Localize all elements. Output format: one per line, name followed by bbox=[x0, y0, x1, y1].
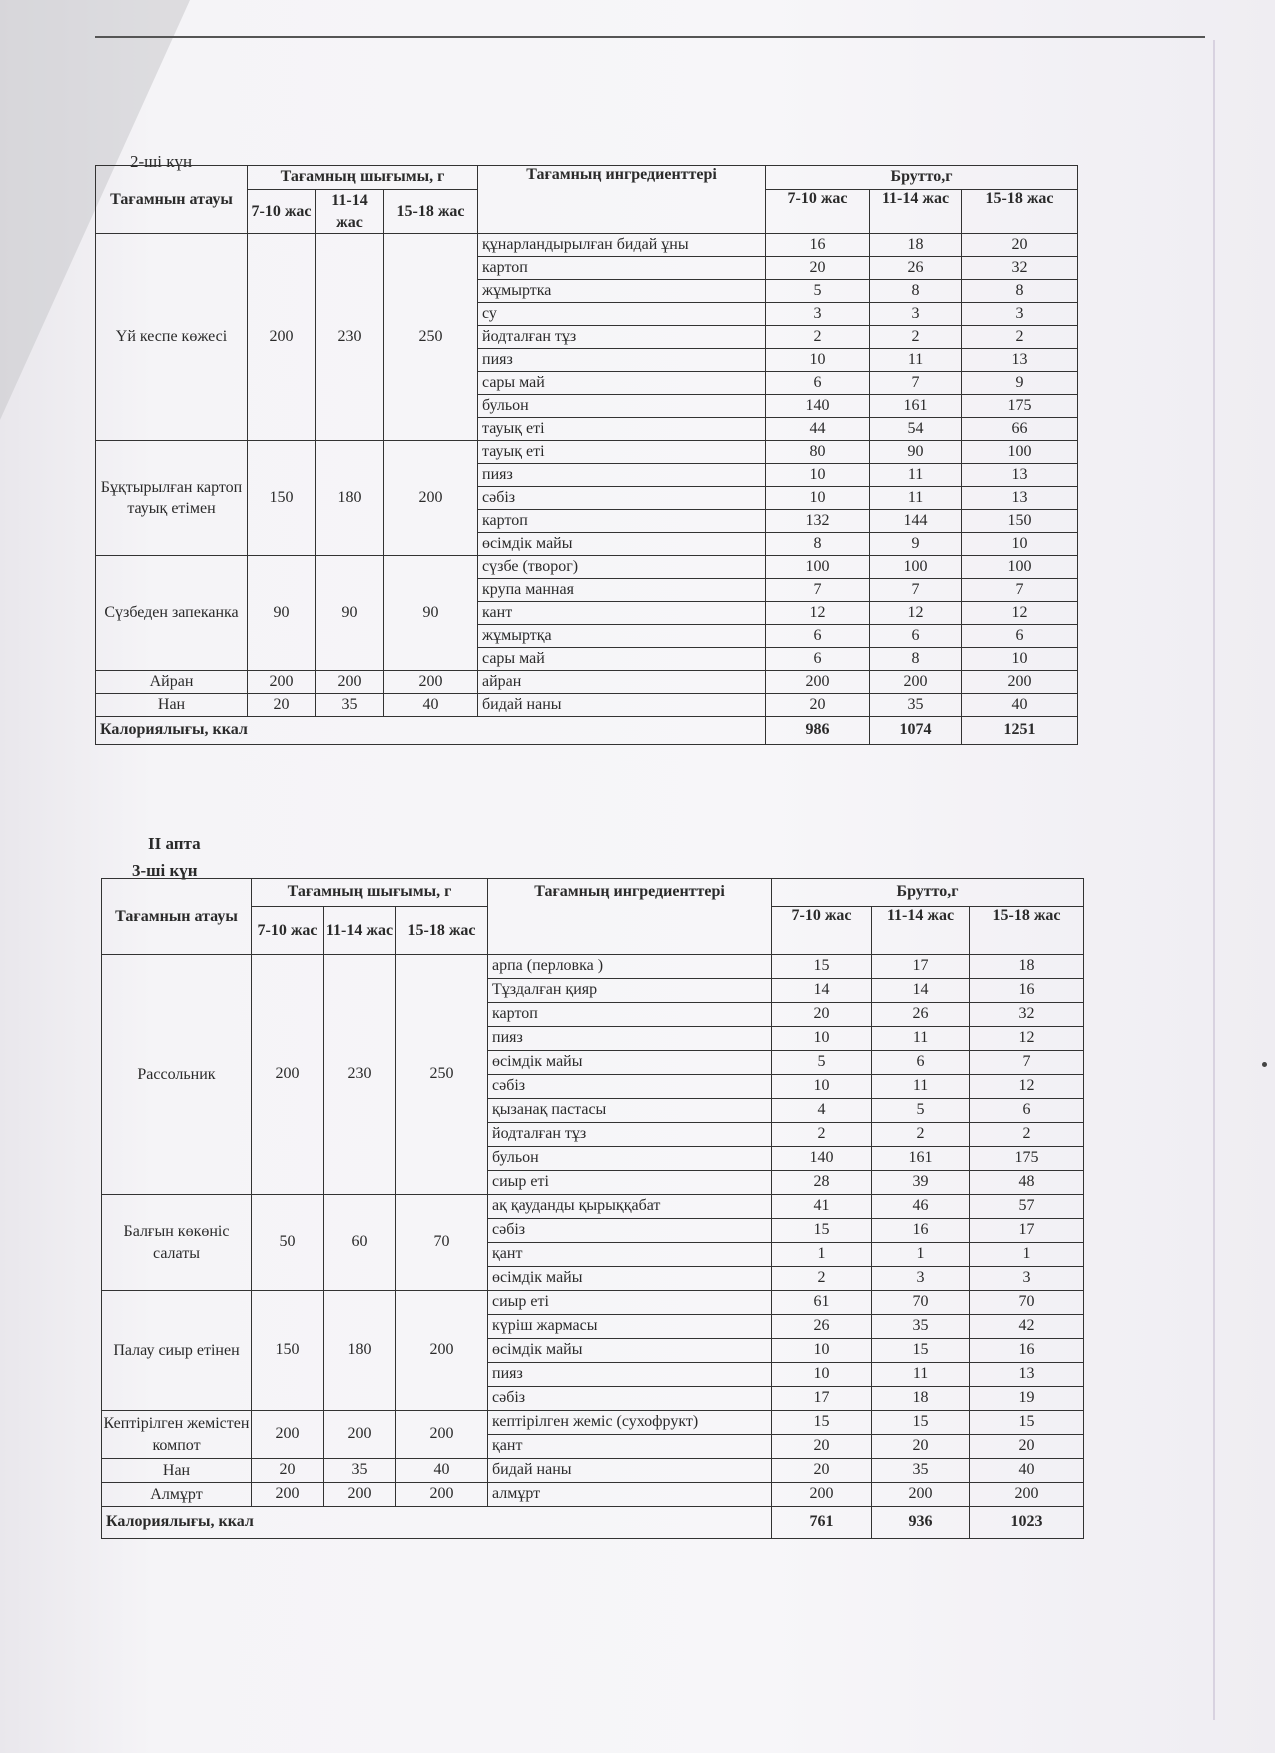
brutto-value: 8 bbox=[766, 533, 870, 556]
ingredient-name: пияз bbox=[478, 349, 766, 372]
brutto-value: 200 bbox=[772, 1483, 872, 1507]
yield-value: 200 bbox=[396, 1411, 488, 1459]
table-row bbox=[96, 671, 1078, 694]
ingredient-name: картоп bbox=[488, 1003, 772, 1027]
brutto-value: 15 bbox=[872, 1339, 970, 1363]
brutto-value: 90 bbox=[870, 441, 962, 464]
brutto-value: 6 bbox=[962, 625, 1078, 648]
brutto-value: 16 bbox=[766, 234, 870, 257]
brutto-value: 200 bbox=[766, 671, 870, 694]
brutto-value: 6 bbox=[766, 625, 870, 648]
brutto-value: 1 bbox=[872, 1243, 970, 1267]
table-row bbox=[102, 1195, 1084, 1219]
yield-value: 200 bbox=[384, 671, 478, 694]
brutto-value: 3 bbox=[962, 303, 1078, 326]
brutto-value: 20 bbox=[766, 694, 870, 717]
table-row bbox=[96, 694, 1078, 717]
brutto-value: 12 bbox=[970, 1075, 1084, 1099]
yield-value: 35 bbox=[324, 1459, 396, 1483]
yield-value: 230 bbox=[324, 955, 396, 1195]
dish-name: Рассольник bbox=[102, 955, 252, 1195]
brutto-value: 15 bbox=[772, 955, 872, 979]
calories-value: 1023 bbox=[970, 1507, 1084, 1539]
menu-table-day3 bbox=[101, 878, 1084, 1539]
brutto-value: 8 bbox=[962, 280, 1078, 303]
brutto-value: 6 bbox=[766, 648, 870, 671]
brutto-value: 4 bbox=[772, 1099, 872, 1123]
ingredient-name: кант bbox=[478, 602, 766, 625]
brutto-value: 14 bbox=[772, 979, 872, 1003]
table-row bbox=[96, 441, 1078, 464]
brutto-value: 16 bbox=[872, 1219, 970, 1243]
brutto-value: 7 bbox=[962, 579, 1078, 602]
brutto-value: 6 bbox=[872, 1051, 970, 1075]
brutto-value: 35 bbox=[870, 694, 962, 717]
brutto-value: 54 bbox=[870, 418, 962, 441]
ingredient-name: пияз bbox=[478, 464, 766, 487]
brutto-value: 9 bbox=[962, 372, 1078, 395]
brutto-value: 41 bbox=[772, 1195, 872, 1219]
yield-header: Тағамның шығымы, г bbox=[252, 879, 488, 907]
brutto-value: 44 bbox=[766, 418, 870, 441]
brutto-value: 200 bbox=[962, 671, 1078, 694]
ingredient-name: сиыр еті bbox=[488, 1171, 772, 1195]
table-row bbox=[102, 1291, 1084, 1315]
brutto-value: 20 bbox=[872, 1435, 970, 1459]
brutto-value: 100 bbox=[962, 441, 1078, 464]
ingredient-name: бидай наны bbox=[488, 1459, 772, 1483]
ingredient-name: қант bbox=[488, 1435, 772, 1459]
brutto-value: 11 bbox=[872, 1027, 970, 1051]
brutto-value: 11 bbox=[870, 464, 962, 487]
brutto-value: 10 bbox=[772, 1363, 872, 1387]
brutto-value: 26 bbox=[872, 1003, 970, 1027]
yield-value: 200 bbox=[248, 671, 316, 694]
brutto-value: 6 bbox=[870, 625, 962, 648]
brutto-value: 15 bbox=[970, 1411, 1084, 1435]
brutto-age-header: 11-14 жас bbox=[872, 907, 970, 955]
ingredient-name: өсімдік майы bbox=[488, 1339, 772, 1363]
calories-value: 936 bbox=[872, 1507, 970, 1539]
brutto-value: 132 bbox=[766, 510, 870, 533]
ingredient-name: қант bbox=[488, 1243, 772, 1267]
ingredient-name: сары май bbox=[478, 372, 766, 395]
brutto-value: 2 bbox=[870, 326, 962, 349]
brutto-value: 11 bbox=[872, 1075, 970, 1099]
ingredient-name: сәбіз bbox=[488, 1387, 772, 1411]
brutto-value: 18 bbox=[872, 1387, 970, 1411]
dish-name: Палау сиыр етінен bbox=[102, 1291, 252, 1411]
menu-table-day2 bbox=[95, 165, 1078, 745]
brutto-value: 12 bbox=[766, 602, 870, 625]
yield-value: 180 bbox=[316, 441, 384, 556]
brutto-value: 5 bbox=[872, 1099, 970, 1123]
ingredient-name: сәбіз bbox=[478, 487, 766, 510]
dish-name-header: Тағамнын атауы bbox=[96, 166, 248, 234]
brutto-value: 5 bbox=[772, 1051, 872, 1075]
yield-age-header: 7-10 жас bbox=[252, 907, 324, 955]
ingredient-name: картоп bbox=[478, 510, 766, 533]
ingredient-name: өсімдік майы bbox=[488, 1267, 772, 1291]
dish-name: Бұқтырылған картоп тауық етімен bbox=[96, 441, 248, 556]
brutto-value: 200 bbox=[872, 1483, 970, 1507]
brutto-value: 15 bbox=[872, 1411, 970, 1435]
brutto-age-header: 7-10 жас bbox=[766, 190, 870, 234]
ingredient-name: бидай наны bbox=[478, 694, 766, 717]
brutto-value: 10 bbox=[962, 648, 1078, 671]
brutto-value: 19 bbox=[970, 1387, 1084, 1411]
yield-value: 150 bbox=[252, 1291, 324, 1411]
dish-name: Айран bbox=[96, 671, 248, 694]
brutto-value: 40 bbox=[962, 694, 1078, 717]
brutto-value: 10 bbox=[766, 464, 870, 487]
ingredient-name: тауық еті bbox=[478, 418, 766, 441]
day2-title: 2-ші күн bbox=[130, 152, 193, 171]
brutto-value: 2 bbox=[766, 326, 870, 349]
brutto-value: 100 bbox=[870, 556, 962, 579]
yield-value: 90 bbox=[248, 556, 316, 671]
brutto-value: 48 bbox=[970, 1171, 1084, 1195]
ingredient-name: күріш жармасы bbox=[488, 1315, 772, 1339]
brutto-value: 28 bbox=[772, 1171, 872, 1195]
ingredient-name: айран bbox=[478, 671, 766, 694]
yield-value: 200 bbox=[252, 955, 324, 1195]
dish-name: Нан bbox=[102, 1459, 252, 1483]
brutto-value: 7 bbox=[870, 372, 962, 395]
yield-value: 50 bbox=[252, 1195, 324, 1291]
yield-value: 200 bbox=[324, 1483, 396, 1507]
brutto-value: 3 bbox=[870, 303, 962, 326]
brutto-value: 1 bbox=[970, 1243, 1084, 1267]
yield-value: 60 bbox=[324, 1195, 396, 1291]
brutto-value: 40 bbox=[970, 1459, 1084, 1483]
yield-age-header: 15-18 жас bbox=[396, 907, 488, 955]
table-row bbox=[102, 1483, 1084, 1507]
yield-value: 90 bbox=[316, 556, 384, 671]
brutto-value: 13 bbox=[970, 1363, 1084, 1387]
brutto-value: 18 bbox=[870, 234, 962, 257]
brutto-value: 1 bbox=[772, 1243, 872, 1267]
ingredient-name: арпа (перловка ) bbox=[488, 955, 772, 979]
ingredient-name: жұмыртқа bbox=[478, 625, 766, 648]
day3-title: 3-ші күн bbox=[132, 861, 198, 880]
brutto-value: 10 bbox=[962, 533, 1078, 556]
brutto-value: 26 bbox=[870, 257, 962, 280]
yield-age-header: 11-14 жас bbox=[316, 190, 384, 234]
brutto-value: 2 bbox=[772, 1123, 872, 1147]
ingredients-header: Тағамның ингредиенттері bbox=[488, 879, 772, 955]
brutto-value: 11 bbox=[870, 487, 962, 510]
table-row bbox=[102, 1459, 1084, 1483]
brutto-value: 13 bbox=[962, 349, 1078, 372]
dish-name: Алмұрт bbox=[102, 1483, 252, 1507]
brutto-value: 35 bbox=[872, 1459, 970, 1483]
brutto-value: 20 bbox=[766, 257, 870, 280]
brutto-value: 20 bbox=[962, 234, 1078, 257]
ingredient-name: құнарландырылған бидай ұны bbox=[478, 234, 766, 257]
yield-value: 200 bbox=[248, 234, 316, 441]
ingredient-name: йодталған тұз bbox=[478, 326, 766, 349]
brutto-value: 175 bbox=[970, 1147, 1084, 1171]
brutto-value: 2 bbox=[970, 1123, 1084, 1147]
dish-name: Сүзбеден запеканка bbox=[96, 556, 248, 671]
yield-value: 200 bbox=[384, 441, 478, 556]
brutto-value: 8 bbox=[870, 648, 962, 671]
brutto-value: 10 bbox=[772, 1027, 872, 1051]
brutto-value: 3 bbox=[766, 303, 870, 326]
ingredient-name: сәбіз bbox=[488, 1075, 772, 1099]
brutto-value: 20 bbox=[970, 1435, 1084, 1459]
brutto-age-header: 15-18 жас bbox=[970, 907, 1084, 955]
yield-value: 20 bbox=[248, 694, 316, 717]
brutto-value: 6 bbox=[766, 372, 870, 395]
brutto-value: 2 bbox=[872, 1123, 970, 1147]
ingredient-name: сиыр еті bbox=[488, 1291, 772, 1315]
calories-label: Калориялығы, ккал bbox=[102, 1507, 772, 1539]
brutto-value: 2 bbox=[962, 326, 1078, 349]
brutto-header: Брутто,г bbox=[772, 879, 1084, 907]
table-row bbox=[96, 556, 1078, 579]
yield-age-header: 15-18 жас bbox=[384, 190, 478, 234]
brutto-value: 150 bbox=[962, 510, 1078, 533]
yield-value: 200 bbox=[316, 671, 384, 694]
brutto-value: 200 bbox=[970, 1483, 1084, 1507]
brutto-value: 140 bbox=[766, 395, 870, 418]
brutto-age-header: 7-10 жас bbox=[772, 907, 872, 955]
brutto-value: 12 bbox=[962, 602, 1078, 625]
brutto-value: 200 bbox=[870, 671, 962, 694]
brutto-value: 161 bbox=[872, 1147, 970, 1171]
brutto-value: 61 bbox=[772, 1291, 872, 1315]
brutto-value: 5 bbox=[766, 280, 870, 303]
calories-value: 1251 bbox=[962, 717, 1078, 745]
brutto-value: 13 bbox=[962, 464, 1078, 487]
yield-value: 230 bbox=[316, 234, 384, 441]
dish-name: Балғын көкөніс салаты bbox=[102, 1195, 252, 1291]
ingredient-name: кептірілген жеміс (сухофрукт) bbox=[488, 1411, 772, 1435]
brutto-value: 32 bbox=[962, 257, 1078, 280]
dish-name: Кептірілген жемістен компот bbox=[102, 1411, 252, 1459]
dish-name-header: Тағамнын атауы bbox=[102, 879, 252, 955]
brutto-value: 35 bbox=[872, 1315, 970, 1339]
ingredient-name: жұмыртка bbox=[478, 280, 766, 303]
brutto-value: 18 bbox=[970, 955, 1084, 979]
ingredient-name: өсімдік майы bbox=[488, 1051, 772, 1075]
brutto-value: 3 bbox=[872, 1267, 970, 1291]
yield-value: 90 bbox=[384, 556, 478, 671]
dish-name: Нан bbox=[96, 694, 248, 717]
brutto-value: 13 bbox=[962, 487, 1078, 510]
margin-dot bbox=[1262, 1062, 1267, 1067]
brutto-value: 17 bbox=[772, 1387, 872, 1411]
brutto-value: 2 bbox=[772, 1267, 872, 1291]
table-row bbox=[96, 234, 1078, 257]
brutto-value: 16 bbox=[970, 1339, 1084, 1363]
brutto-value: 140 bbox=[772, 1147, 872, 1171]
dish-name: Үй кеспе көжесі bbox=[96, 234, 248, 441]
ingredient-name: су bbox=[478, 303, 766, 326]
ingredient-name: Тұздалған қияр bbox=[488, 979, 772, 1003]
page-edge bbox=[1213, 40, 1215, 1720]
yield-value: 250 bbox=[384, 234, 478, 441]
brutto-value: 16 bbox=[970, 979, 1084, 1003]
yield-value: 35 bbox=[316, 694, 384, 717]
calories-value: 761 bbox=[772, 1507, 872, 1539]
ingredient-name: бульон bbox=[478, 395, 766, 418]
brutto-value: 6 bbox=[970, 1099, 1084, 1123]
calories-label: Калориялығы, ккал bbox=[96, 717, 766, 745]
brutto-value: 17 bbox=[970, 1219, 1084, 1243]
brutto-value: 9 bbox=[870, 533, 962, 556]
yield-age-header: 7-10 жас bbox=[248, 190, 316, 234]
brutto-value: 10 bbox=[766, 487, 870, 510]
ingredient-name: сәбіз bbox=[488, 1219, 772, 1243]
brutto-value: 100 bbox=[766, 556, 870, 579]
yield-age-header: 11-14 жас bbox=[324, 907, 396, 955]
brutto-value: 66 bbox=[962, 418, 1078, 441]
brutto-value: 70 bbox=[970, 1291, 1084, 1315]
calories-value: 1074 bbox=[870, 717, 962, 745]
brutto-value: 10 bbox=[766, 349, 870, 372]
brutto-value: 39 bbox=[872, 1171, 970, 1195]
brutto-value: 42 bbox=[970, 1315, 1084, 1339]
brutto-value: 100 bbox=[962, 556, 1078, 579]
ingredient-name: тауық еті bbox=[478, 441, 766, 464]
ingredient-name: бульон bbox=[488, 1147, 772, 1171]
week-title: II апта bbox=[148, 834, 201, 853]
ingredients-header: Тағамның ингредиенттері bbox=[478, 166, 766, 234]
yield-header: Тағамның шығымы, г bbox=[248, 166, 478, 190]
ingredient-name: крупа манная bbox=[478, 579, 766, 602]
brutto-value: 10 bbox=[772, 1075, 872, 1099]
brutto-value: 57 bbox=[970, 1195, 1084, 1219]
brutto-age-header: 15-18 жас bbox=[962, 190, 1078, 234]
yield-value: 180 bbox=[324, 1291, 396, 1411]
yield-value: 250 bbox=[396, 955, 488, 1195]
top-rule bbox=[95, 36, 1205, 38]
yield-value: 200 bbox=[324, 1411, 396, 1459]
brutto-age-header: 11-14 жас bbox=[870, 190, 962, 234]
brutto-value: 15 bbox=[772, 1411, 872, 1435]
table-row bbox=[102, 955, 1084, 979]
brutto-value: 12 bbox=[870, 602, 962, 625]
brutto-value: 10 bbox=[772, 1339, 872, 1363]
table-body bbox=[102, 955, 1084, 1507]
yield-value: 200 bbox=[252, 1411, 324, 1459]
brutto-value: 161 bbox=[870, 395, 962, 418]
brutto-value: 20 bbox=[772, 1435, 872, 1459]
brutto-value: 15 bbox=[772, 1219, 872, 1243]
brutto-value: 3 bbox=[970, 1267, 1084, 1291]
ingredient-name: алмұрт bbox=[488, 1483, 772, 1507]
table-body bbox=[96, 234, 1078, 717]
ingredient-name: қызанақ пастасы bbox=[488, 1099, 772, 1123]
table-row bbox=[102, 1411, 1084, 1435]
ingredient-name: өсімдік майы bbox=[478, 533, 766, 556]
brutto-value: 175 bbox=[962, 395, 1078, 418]
brutto-value: 20 bbox=[772, 1459, 872, 1483]
brutto-value: 7 bbox=[970, 1051, 1084, 1075]
brutto-value: 11 bbox=[872, 1363, 970, 1387]
brutto-value: 26 bbox=[772, 1315, 872, 1339]
yield-value: 200 bbox=[252, 1483, 324, 1507]
brutto-value: 80 bbox=[766, 441, 870, 464]
yield-value: 40 bbox=[396, 1459, 488, 1483]
ingredient-name: картоп bbox=[478, 257, 766, 280]
brutto-value: 32 bbox=[970, 1003, 1084, 1027]
brutto-value: 20 bbox=[772, 1003, 872, 1027]
calories-value: 986 bbox=[766, 717, 870, 745]
brutto-value: 14 bbox=[872, 979, 970, 1003]
brutto-value: 46 bbox=[872, 1195, 970, 1219]
brutto-value: 70 bbox=[872, 1291, 970, 1315]
brutto-value: 12 bbox=[970, 1027, 1084, 1051]
ingredient-name: пияз bbox=[488, 1363, 772, 1387]
yield-value: 150 bbox=[248, 441, 316, 556]
brutto-value: 144 bbox=[870, 510, 962, 533]
ingredient-name: сары май bbox=[478, 648, 766, 671]
yield-value: 70 bbox=[396, 1195, 488, 1291]
brutto-value: 11 bbox=[870, 349, 962, 372]
brutto-header: Брутто,г bbox=[766, 166, 1078, 190]
ingredient-name: ақ қауданды қырыққабат bbox=[488, 1195, 772, 1219]
brutto-value: 7 bbox=[766, 579, 870, 602]
brutto-value: 17 bbox=[872, 955, 970, 979]
ingredient-name: йодталған тұз bbox=[488, 1123, 772, 1147]
yield-value: 40 bbox=[384, 694, 478, 717]
yield-value: 200 bbox=[396, 1291, 488, 1411]
yield-value: 20 bbox=[252, 1459, 324, 1483]
yield-value: 200 bbox=[396, 1483, 488, 1507]
brutto-value: 7 bbox=[870, 579, 962, 602]
brutto-value: 8 bbox=[870, 280, 962, 303]
ingredient-name: пияз bbox=[488, 1027, 772, 1051]
ingredient-name: сүзбе (творог) bbox=[478, 556, 766, 579]
